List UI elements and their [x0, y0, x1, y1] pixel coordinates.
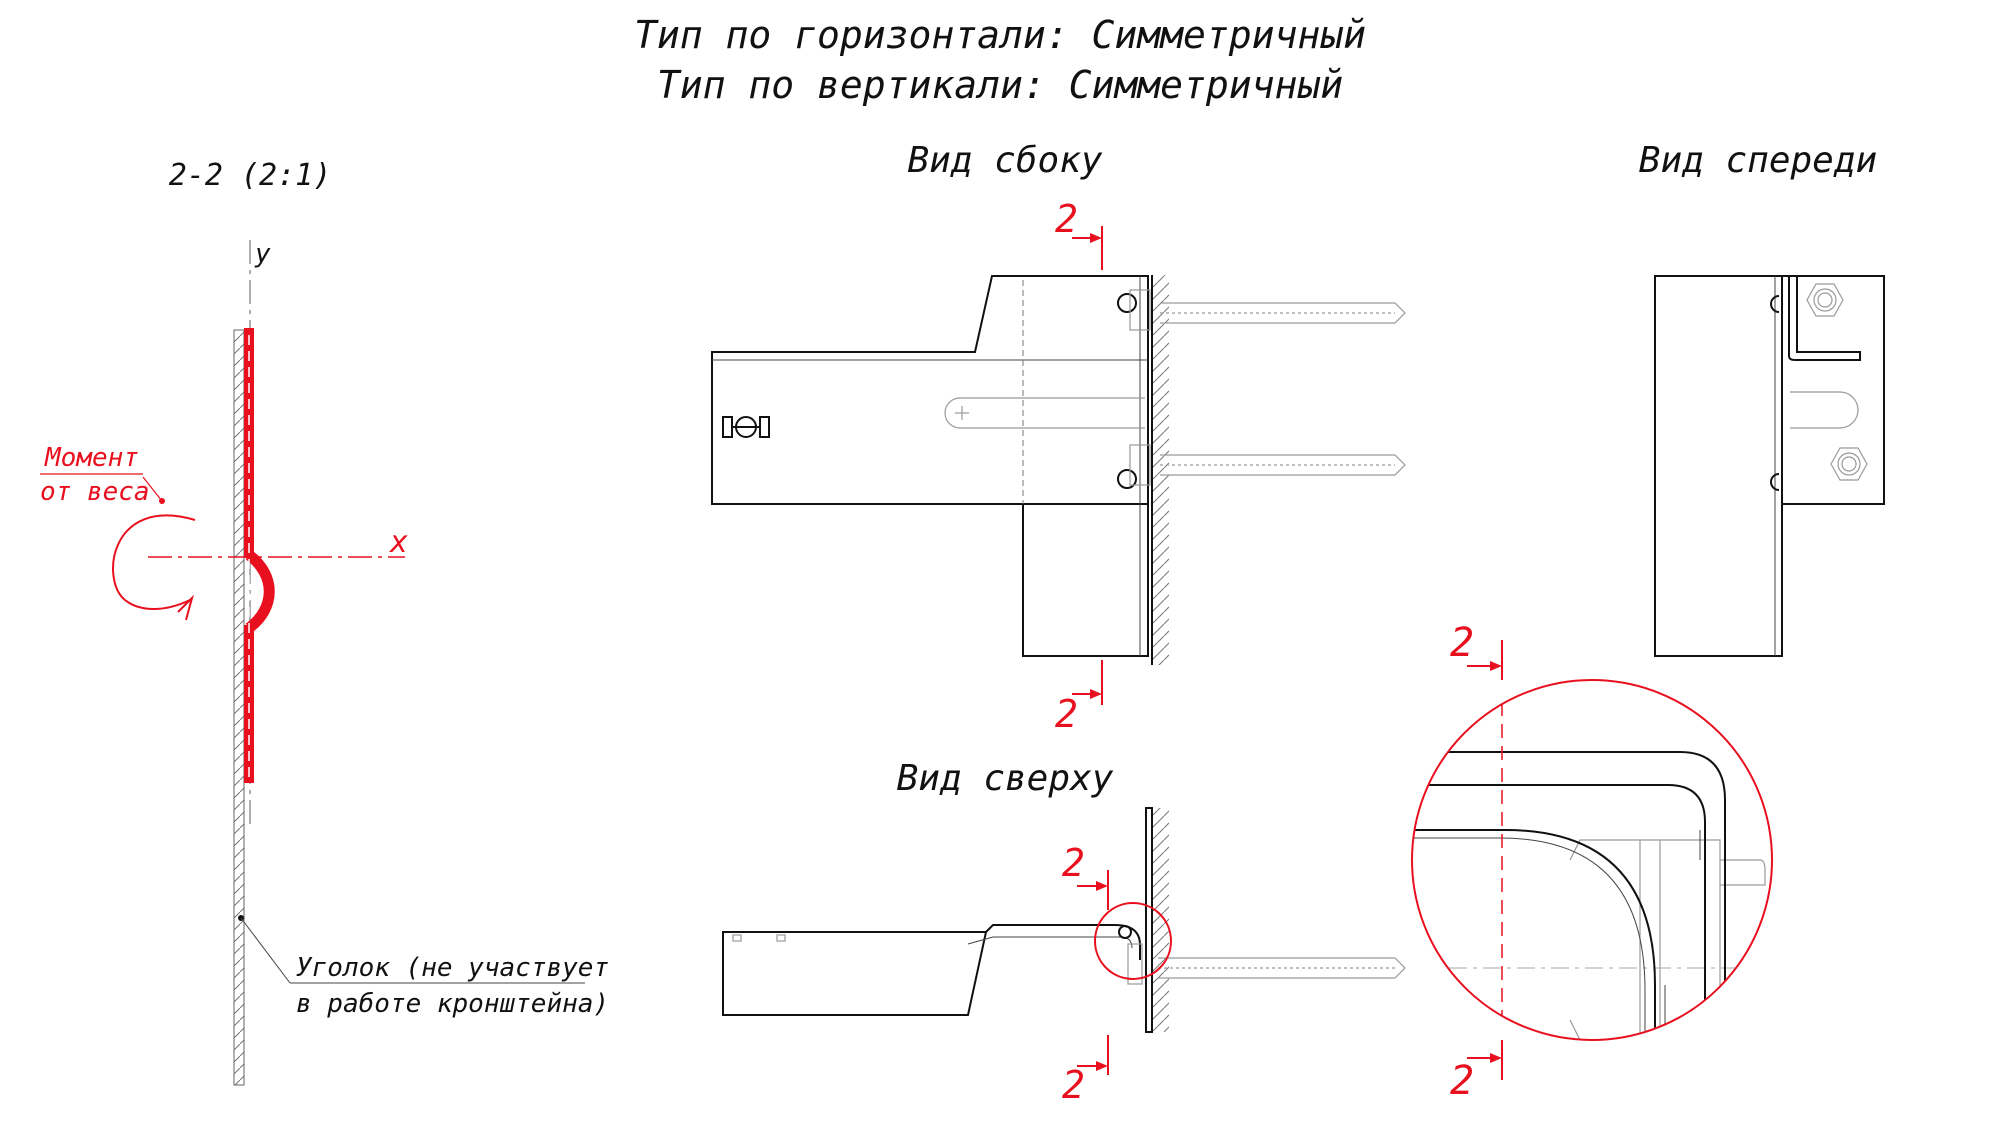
- front-bracket-body: [1655, 276, 1782, 656]
- top-cut-mark-top: [1062, 841, 1108, 910]
- side-wall-hatch: [1153, 275, 1169, 665]
- angle-label-line2: в работе кронштейна): [296, 989, 610, 1019]
- detail-circle: [1412, 680, 1772, 1040]
- front-nut-lower: [1831, 448, 1867, 480]
- detail-cut-mark-bottom: [1450, 1040, 1502, 1104]
- detail-outer-edge: [1400, 752, 1725, 1060]
- side-small-bolt: [723, 417, 769, 437]
- top-angle-leg: [1146, 808, 1152, 1032]
- side-slot: [945, 398, 1145, 428]
- header-vertical-type: Тип по вертикали: Симметричный: [656, 63, 1344, 107]
- x-axis-label: x: [390, 525, 409, 560]
- top-view: [723, 758, 1405, 1107]
- section-2-2: [40, 158, 609, 1085]
- svg-text:2: 2: [1055, 692, 1078, 736]
- angle-strip: [234, 330, 244, 1085]
- side-view: [712, 140, 1405, 736]
- y-axis-label: y: [255, 239, 271, 269]
- detail-angle-outer: [1400, 830, 1655, 1060]
- top-notch-2: [777, 935, 785, 941]
- moment-arrow: [113, 515, 195, 609]
- front-nut-upper: [1807, 284, 1843, 316]
- header-horizontal-type: Тип по горизонтали: Симметричный: [633, 13, 1367, 57]
- front-view: [1639, 140, 1884, 656]
- top-view-title: Вид сверху: [896, 758, 1114, 799]
- top-cut-mark-bottom: [1062, 1035, 1108, 1107]
- moment-label-line2: от веса: [40, 477, 150, 507]
- side-cut-mark-top: [1055, 197, 1102, 270]
- bracket-bend: [249, 555, 269, 628]
- section-title: 2-2 (2:1): [168, 158, 332, 193]
- moment-label-line1: Момент: [45, 443, 139, 473]
- side-view-title: Вид сбоку: [907, 140, 1103, 181]
- side-bracket-body: [712, 276, 1148, 504]
- svg-text:2: 2: [1062, 1063, 1085, 1107]
- detail-outer-inner-edge: [1400, 785, 1705, 1060]
- moment-leader-dot: [159, 498, 165, 504]
- top-wall-hatch: [1153, 808, 1169, 1032]
- bracket-upper: [244, 328, 254, 558]
- svg-text:2: 2: [1062, 841, 1085, 885]
- svg-text:2: 2: [1450, 620, 1475, 666]
- top-bracket-body: [723, 932, 986, 1015]
- detail-angle-aux: [1665, 830, 1700, 1060]
- front-view-title: Вид спереди: [1638, 140, 1878, 181]
- detail-bolt-head: [1720, 860, 1765, 885]
- angle-leader: [241, 918, 290, 983]
- detail-view: [1400, 620, 1780, 1104]
- top-notch-1: [733, 935, 741, 941]
- front-slot: [1790, 392, 1858, 428]
- svg-text:2: 2: [1055, 197, 1078, 241]
- svg-text:2: 2: [1450, 1058, 1475, 1104]
- top-bracket-flange-outer: [986, 925, 1140, 960]
- angle-label-line1: Уголок (не участвует: [296, 953, 610, 983]
- detail-cut-mark-top: [1450, 620, 1502, 680]
- side-bracket-lower: [1023, 504, 1148, 656]
- top-bracket-flange-inner: [968, 937, 1132, 948]
- side-cut-mark-bottom: [1055, 660, 1102, 736]
